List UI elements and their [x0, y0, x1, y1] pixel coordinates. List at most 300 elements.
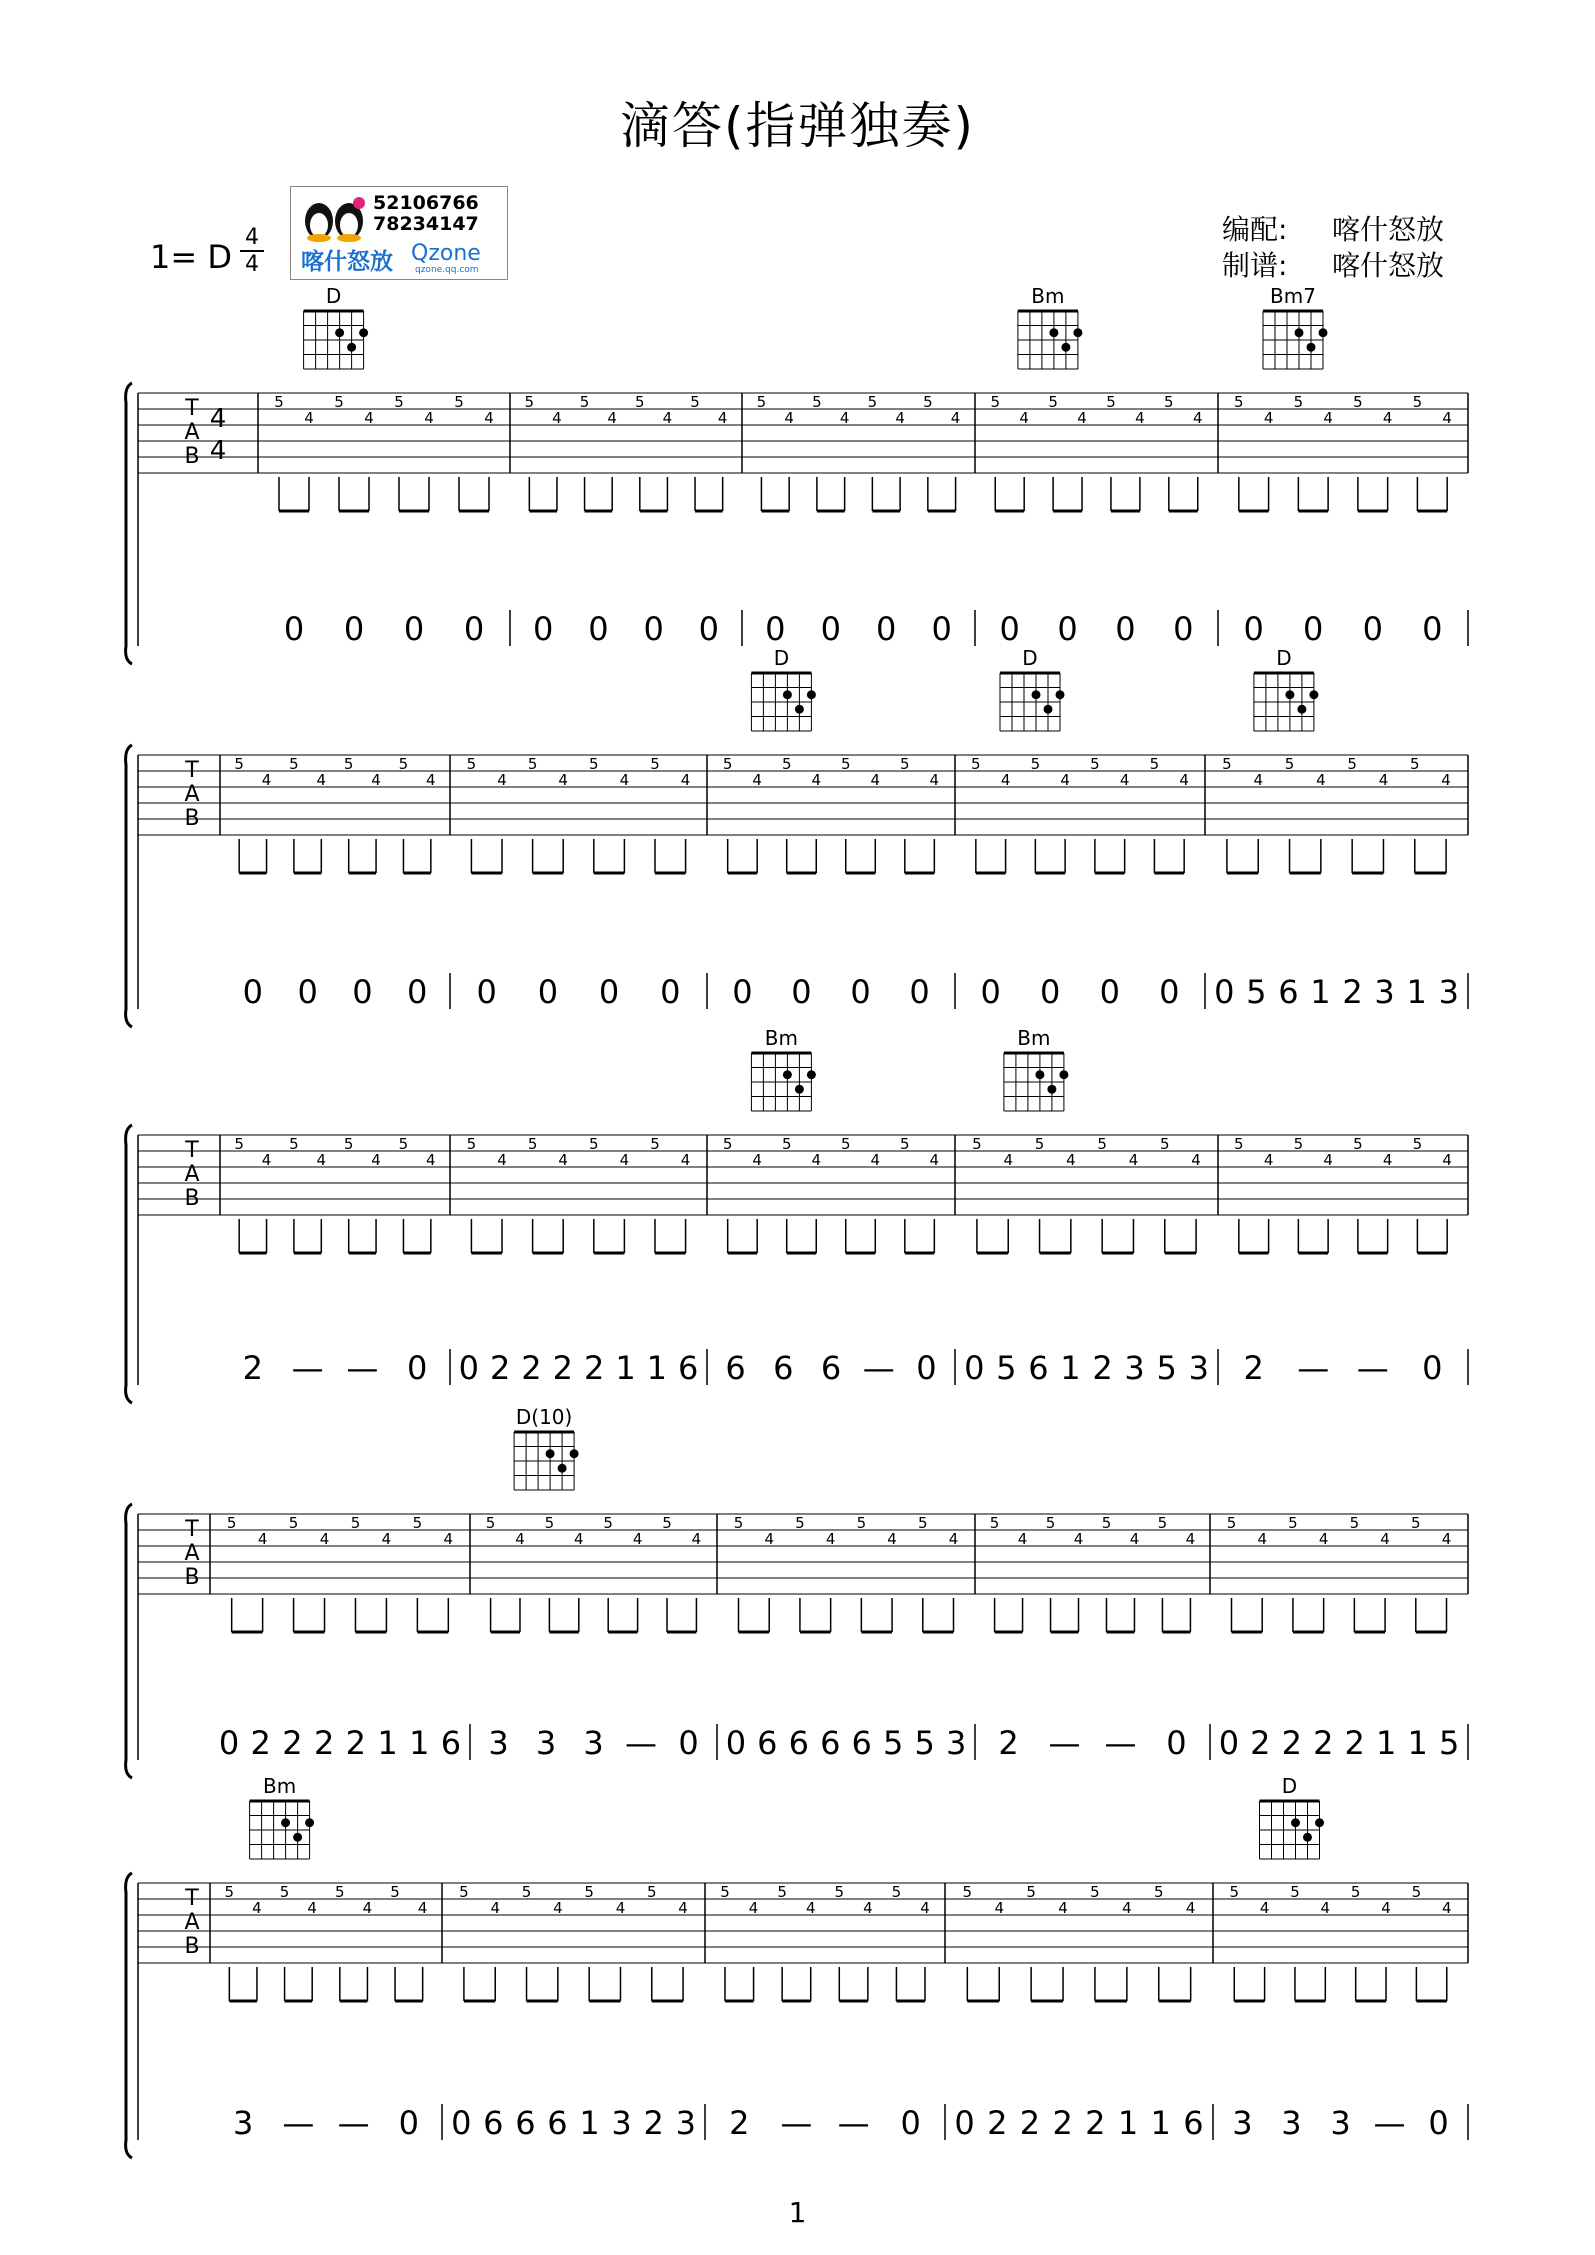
tab-fret-number: 5 [635, 393, 645, 411]
jianpu-note: — [837, 2104, 870, 2142]
tab-fret-number: 5 [856, 1514, 867, 1532]
tab-fret-number: 5 [521, 1883, 532, 1901]
tab-fret-number: 5 [1349, 1514, 1360, 1532]
jianpu-note: 3 [1330, 2104, 1351, 2142]
tab-fret-number: 5 [466, 1135, 477, 1153]
tab-clef-letter: T [185, 1138, 199, 1163]
tab-fret-number: 5 [840, 1135, 851, 1153]
tab-fret-number: 4 [1179, 771, 1189, 789]
tab-fret-number: 4 [1000, 771, 1011, 789]
jianpu-note: 3 [1281, 2104, 1302, 2142]
jianpu-note: 5 [883, 1724, 904, 1762]
tab-fret-number: 4 [362, 1899, 373, 1917]
tab-fret-number: 5 [781, 1135, 792, 1153]
tab-fret-number: 5 [812, 393, 822, 411]
jianpu-note: 0 [1159, 973, 1180, 1011]
jianpu-note: 0 [1362, 610, 1383, 648]
tab-clef-letter: T [185, 396, 199, 421]
tab-fret-number: 5 [647, 1883, 657, 1901]
jianpu-note: 0 [1218, 1724, 1240, 1762]
system-bracket [126, 1504, 132, 1778]
tab-clef-letter: A [184, 1910, 200, 1935]
score-title: 滴答(指弹独奏) [619, 97, 975, 155]
tab-clef-letter: T [185, 1517, 199, 1542]
tab-fret-number: 5 [224, 1883, 235, 1901]
jianpu-note: 0 [218, 1724, 240, 1762]
tab-fret-number: 5 [662, 1514, 672, 1532]
jianpu-note: 1 [615, 1349, 636, 1387]
chord-finger-dot [558, 1464, 567, 1473]
tab-fret-number: 4 [1318, 1530, 1329, 1548]
tab-fret-number: 5 [1149, 755, 1160, 773]
tab-fret-number: 4 [1380, 1530, 1390, 1548]
tab-fret-number: 5 [1026, 1883, 1036, 1901]
jianpu-note: 6 [1028, 1349, 1049, 1387]
tab-fret-number: 5 [1411, 1883, 1422, 1901]
chord-finger-dot [1285, 690, 1294, 699]
tab-fret-number: 4 [1017, 1530, 1028, 1548]
tab-fret-number: 4 [1129, 1530, 1140, 1548]
tab-fret-number: 4 [870, 771, 881, 789]
tab-fret-number: 5 [544, 1514, 555, 1532]
jianpu-note: 3 [1232, 2104, 1253, 2142]
tab-fret-number: 4 [619, 771, 630, 789]
tab-fret-number: 5 [466, 755, 477, 773]
jianpu-note: 0 [283, 610, 305, 648]
tab-fret-number: 4 [497, 1151, 507, 1169]
chord-finger-dot [1319, 328, 1328, 337]
jianpu-note: 6 [678, 1349, 699, 1387]
jianpu-note: 0 [698, 610, 720, 648]
tab-fret-number: 5 [962, 1883, 973, 1901]
tab-fret-number: 5 [1234, 393, 1244, 411]
tab-fret-number: 5 [720, 1883, 730, 1901]
jianpu-note: 0 [1057, 610, 1078, 648]
tab-fret-number: 5 [1106, 393, 1116, 411]
jianpu-note: 2 [250, 1724, 271, 1762]
tab-fret-number: 4 [552, 409, 562, 427]
tab-fret-number: 5 [1350, 1883, 1361, 1901]
tab-fret-number: 4 [316, 771, 327, 789]
jianpu-note: 3 [1438, 973, 1459, 1011]
logo-brand: 喀什怒放 [301, 249, 393, 275]
tab-fret-number: 5 [840, 755, 851, 773]
jianpu-note: 0 [1428, 2104, 1449, 2142]
jianpu-note: 6 [1278, 973, 1299, 1011]
jianpu-note: — [625, 1724, 657, 1762]
tab-fret-number: 4 [784, 409, 794, 427]
tab-fret-number: 4 [1378, 771, 1389, 789]
jianpu-note: — [1297, 1349, 1330, 1387]
tab-fret-number: 4 [1077, 409, 1087, 427]
jianpu-note: 2 [729, 2104, 750, 2142]
jianpu-note: 3 [1124, 1349, 1145, 1387]
jianpu-note: 0 [1214, 973, 1235, 1011]
tab-fret-number: 5 [971, 755, 981, 773]
jianpu-note: 0 [643, 610, 664, 648]
tab-fret-number: 4 [994, 1899, 1005, 1917]
tab-fret-number: 4 [484, 409, 494, 427]
jianpu-note: 5 [1246, 973, 1267, 1011]
jianpu-note: 0 [1040, 973, 1061, 1011]
tab-fret-number: 4 [680, 771, 691, 789]
tab-fret-number: 4 [304, 409, 314, 427]
jianpu-note: 2 [1085, 2104, 1106, 2142]
jianpu-note: 6 [547, 2104, 568, 2142]
tab-fret-number: 5 [756, 393, 767, 411]
system-bracket [126, 383, 132, 664]
chord-name: D [325, 284, 342, 308]
chord-finger-dot [795, 1085, 804, 1094]
logo-number: 52106766 [373, 192, 479, 214]
jianpu-note: 1 [1406, 973, 1427, 1011]
tab-fret-number: 4 [1253, 771, 1263, 789]
chord-finger-dot [1307, 343, 1316, 352]
jianpu-note: — [346, 1349, 379, 1387]
tab-fret-number: 5 [394, 393, 404, 411]
tab-fret-number: 4 [1073, 1530, 1084, 1548]
tab-fret-number: 4 [929, 1151, 940, 1169]
tab-fret-number: 5 [1229, 1883, 1240, 1901]
chord-name: D [1022, 646, 1038, 670]
chord-finger-dot [359, 328, 368, 337]
tab-fret-number: 5 [1410, 755, 1420, 773]
credit-label: 制谱: [1222, 249, 1288, 282]
jianpu-note: 1 [1117, 2104, 1139, 2142]
credit-label: 编配: [1222, 213, 1288, 246]
tab-fret-number: 5 [343, 1135, 354, 1153]
chord-finger-dot [783, 690, 792, 699]
jianpu-note: 0 [820, 610, 841, 648]
tab-fret-number: 4 [1442, 1151, 1452, 1169]
tab-fret-number: 5 [459, 1883, 469, 1901]
tab-fret-number: 5 [390, 1883, 400, 1901]
tab-fret-number: 5 [795, 1514, 805, 1532]
logo-url: qzone.qq.com [415, 265, 479, 275]
tab-fret-number: 5 [350, 1514, 361, 1532]
tab-fret-number: 4 [1381, 1899, 1391, 1917]
tab-fret-number: 4 [748, 1899, 759, 1917]
jianpu-note: 0 [297, 973, 318, 1011]
jianpu-note: 6 [773, 1349, 794, 1387]
jianpu-note: 0 [909, 973, 930, 1011]
tab-fret-number: 4 [426, 771, 436, 789]
jianpu-note: 2 [242, 1349, 264, 1387]
jianpu-note: 0 [458, 1349, 479, 1387]
jianpu-note: 0 [980, 973, 1001, 1011]
tab-fret-number: 4 [1119, 771, 1130, 789]
jianpu-note: 6 [515, 2104, 536, 2142]
system-bracket [126, 745, 132, 1027]
chord-name: D [1276, 646, 1292, 670]
jianpu-note: 0 [725, 1724, 747, 1762]
chord-finger-dot [293, 1833, 302, 1842]
tab-clef-letter: B [184, 1565, 200, 1590]
tab-fret-number: 5 [454, 393, 464, 411]
tab-fret-number: 5 [1157, 1514, 1168, 1532]
chord-name: Bm [1031, 284, 1065, 308]
tab-fret-number: 4 [364, 409, 374, 427]
jianpu-note: 1 [377, 1724, 398, 1762]
tab-fret-number: 4 [839, 409, 850, 427]
tab-fret-number: 5 [972, 1135, 982, 1153]
tab-fret-number: 4 [920, 1899, 930, 1917]
tab-fret-number: 4 [1382, 1151, 1393, 1169]
tab-clef-letter: B [184, 806, 200, 831]
jianpu-note: 2 [1250, 1724, 1271, 1762]
jianpu-note: 2 [489, 1349, 511, 1387]
jianpu-note: 0 [964, 1349, 985, 1387]
jianpu-note: 3 [611, 2104, 632, 2142]
jianpu-note: 6 [820, 1724, 841, 1762]
jianpu-note: 3 [945, 1724, 967, 1762]
tab-fret-number: 5 [1412, 1135, 1423, 1153]
tab-fret-number: 4 [929, 771, 940, 789]
tab-clef-letter: T [185, 758, 199, 783]
tab-fret-number: 4 [678, 1899, 688, 1917]
tab-fret-number: 5 [1226, 1514, 1237, 1532]
jianpu-note: 5 [1438, 1724, 1460, 1762]
chord-name: Bm7 [1270, 284, 1316, 308]
jianpu-note: 6 [725, 1349, 746, 1387]
jianpu-note: 0 [732, 973, 753, 1011]
tab-fret-number: 4 [371, 1151, 381, 1169]
tab-fret-number: 4 [307, 1899, 317, 1917]
tab-fret-number: 4 [662, 409, 673, 427]
tab-clef-letter: T [185, 1886, 199, 1911]
jianpu-note: 0 [1303, 610, 1324, 648]
jianpu-note: 0 [678, 1724, 699, 1762]
tab-fret-number: 4 [717, 409, 728, 427]
jianpu-note: 2 [1019, 2104, 1041, 2142]
jianpu-note: 2 [1344, 1724, 1365, 1762]
tab-fret-number: 5 [1353, 393, 1363, 411]
tab-fret-number: 5 [1288, 1514, 1298, 1532]
jianpu-note: 2 [1243, 1349, 1264, 1387]
jianpu-note: 6 [757, 1724, 778, 1762]
tab-fret-number: 4 [497, 771, 507, 789]
chord-finger-dot [281, 1818, 290, 1827]
jianpu-note: 0 [1099, 973, 1120, 1011]
jianpu-note: 0 [999, 610, 1020, 648]
jianpu-note: 6 [1183, 2104, 1204, 2142]
jianpu-note: 0 [403, 610, 425, 648]
tab-fret-number: 4 [805, 1899, 816, 1917]
tab-fret-number: 4 [632, 1530, 643, 1548]
jianpu-note: 0 [451, 2104, 472, 2142]
tab-fret-number: 5 [1164, 393, 1174, 411]
jianpu-note: 0 [916, 1349, 937, 1387]
tab-fret-number: 4 [424, 409, 434, 427]
tab-fret-number: 5 [989, 1514, 1000, 1532]
tab-fret-number: 5 [589, 1135, 599, 1153]
jianpu-note: 0 [463, 610, 485, 648]
jianpu-note: 2 [1342, 973, 1363, 1011]
jianpu-note: 1 [409, 1724, 430, 1762]
tab-fret-number: 5 [722, 755, 733, 773]
chord-finger-dot [1297, 705, 1306, 714]
jianpu-note: 0 [598, 973, 620, 1011]
jianpu-note: 1 [1060, 1349, 1081, 1387]
jianpu-note: 2 [552, 1349, 574, 1387]
tab-fret-number: 5 [1222, 755, 1232, 773]
jianpu-note: 0 [660, 973, 681, 1011]
jianpu-note: 2 [313, 1724, 335, 1762]
tab-fret-number: 5 [777, 1883, 787, 1901]
chord-finger-dot [1047, 1085, 1056, 1094]
tab-clef-letter: A [184, 1541, 200, 1566]
tab-clef-letter: B [184, 444, 200, 469]
tab-fret-number: 4 [490, 1899, 500, 1917]
chord-finger-dot [1059, 1070, 1068, 1079]
tab-fret-number: 5 [279, 1883, 290, 1901]
chord-finger-dot [807, 690, 816, 699]
tab-clef-letter: B [184, 1934, 200, 1959]
tab-fret-number: 4 [619, 1151, 630, 1169]
chord-finger-dot [1044, 705, 1053, 714]
tab-fret-number: 5 [1353, 1135, 1363, 1153]
jianpu-note: 6 [820, 1349, 842, 1387]
tab-fret-number: 4 [558, 1151, 568, 1169]
jianpu-note: — [1048, 1724, 1081, 1762]
tab-fret-number: 4 [887, 1530, 897, 1548]
chord-name: D(10) [515, 1405, 573, 1429]
chord-finger-dot [1309, 690, 1318, 699]
tab-fret-number: 4 [1316, 771, 1326, 789]
tab-fret-number: 4 [558, 771, 568, 789]
jianpu-note: 0 [537, 973, 559, 1011]
jianpu-note: 2 [282, 1724, 303, 1762]
jianpu-note: 2 [583, 1349, 605, 1387]
tab-fret-number: 5 [584, 1883, 594, 1901]
chord-name: Bm [1017, 1026, 1051, 1050]
tab-fret-number: 4 [1259, 1899, 1270, 1917]
tab-fret-number: 4 [863, 1899, 873, 1917]
chord-finger-dot [1303, 1833, 1312, 1842]
tab-fret-number: 4 [811, 771, 822, 789]
tab-fret-number: 4 [1058, 1899, 1068, 1917]
tab-fret-number: 5 [650, 755, 660, 773]
chord-finger-dot [305, 1818, 314, 1827]
chord-finger-dot [1291, 1818, 1300, 1827]
tab-fret-number: 4 [553, 1899, 563, 1917]
jianpu-note: 2 [1092, 1349, 1113, 1387]
jianpu-note: 0 [1173, 610, 1194, 648]
jianpu-note: — [1356, 1349, 1389, 1387]
tab-fret-number: 5 [1293, 1135, 1304, 1153]
tab-fret-number: 4 [252, 1899, 262, 1917]
chord-finger-dot [570, 1449, 579, 1458]
jianpu-note: 6 [440, 1724, 462, 1762]
jianpu-note: 0 [1243, 610, 1264, 648]
jianpu-note: 2 [521, 1349, 542, 1387]
tab-fret-number: 5 [603, 1514, 613, 1532]
tab-fret-number: 4 [1122, 1899, 1132, 1917]
tab-fret-number: 4 [1185, 1899, 1196, 1917]
tab-fret-number: 5 [1412, 393, 1423, 411]
tab-fret-number: 4 [257, 1530, 268, 1548]
tab-fret-number: 4 [811, 1151, 822, 1169]
tab-fret-number: 5 [1234, 1135, 1244, 1153]
chord-finger-dot [795, 705, 804, 714]
tab-fret-number: 4 [443, 1530, 454, 1548]
time-sig-bottom: 4 [240, 250, 264, 277]
tab-fret-number: 5 [289, 755, 299, 773]
tab-fret-number: 5 [1284, 755, 1295, 773]
tab-fret-number: 4 [1441, 1899, 1452, 1917]
tab-fret-number: 5 [781, 755, 792, 773]
jianpu-note: 0 [343, 610, 365, 648]
jianpu-note: 2 [987, 2104, 1008, 2142]
jianpu-note: 0 [791, 973, 812, 1011]
tab-fret-number: 4 [1060, 771, 1070, 789]
jianpu-note: 5 [914, 1724, 935, 1762]
tab-fret-number: 5 [1045, 1514, 1056, 1532]
tab-fret-number: 5 [690, 393, 700, 411]
jianpu-note: 6 [788, 1724, 809, 1762]
tab-fret-number: 4 [1442, 409, 1452, 427]
jianpu-note: — [1104, 1724, 1137, 1762]
tab-fret-number: 5 [990, 393, 1001, 411]
tab-fret-number: 5 [412, 1514, 423, 1532]
chord-finger-dot [1032, 690, 1041, 699]
jianpu-note: 1 [1376, 1724, 1397, 1762]
chord-finger-dot [1315, 1818, 1324, 1827]
chord-finger-dot [1061, 343, 1070, 352]
jianpu-note: 5 [996, 1349, 1017, 1387]
tab-fret-number: 4 [950, 409, 961, 427]
tab-fret-number: 4 [261, 771, 272, 789]
tab-fret-number: 5 [923, 393, 933, 411]
tab-fret-number: 5 [226, 1514, 237, 1532]
jianpu-note: 2 [998, 1724, 1019, 1762]
tab-fret-number: 5 [1030, 755, 1041, 773]
page-number: 1 [788, 2196, 807, 2229]
chord-finger-dot [1049, 328, 1058, 337]
tab-fret-number: 5 [485, 1514, 496, 1532]
tab-fret-number: 4 [515, 1530, 525, 1548]
chord-finger-dot [546, 1449, 555, 1458]
tab-fret-number: 4 [1323, 409, 1333, 427]
jianpu-note: — [291, 1349, 324, 1387]
jianpu-note: 0 [1422, 610, 1443, 648]
logo-qzone: Qzone [411, 241, 481, 266]
jianpu-note: — [282, 2104, 315, 2142]
tab-fret-number: 5 [288, 1514, 299, 1532]
chord-name: Bm [764, 1026, 799, 1050]
jianpu-note: 2 [345, 1724, 367, 1762]
tab-fret-number: 4 [319, 1530, 330, 1548]
jianpu-note: 1 [1150, 2104, 1171, 2142]
jianpu-note: 0 [850, 973, 871, 1011]
tab-fret-number: 4 [615, 1899, 626, 1917]
tab-fret-number: 4 [1191, 1151, 1201, 1169]
tab-fret-number: 4 [1320, 1899, 1331, 1917]
tab-fret-number: 4 [574, 1530, 584, 1548]
tab-fret-number: 4 [948, 1530, 959, 1548]
chord-finger-dot [1035, 1070, 1044, 1079]
tab-fret-number: 5 [1048, 393, 1058, 411]
tab-fret-number: 5 [1293, 393, 1304, 411]
chord-finger-dot [347, 343, 356, 352]
tab-fret-number: 5 [527, 755, 538, 773]
tab-fret-number: 5 [1090, 1883, 1100, 1901]
jianpu-note: 0 [954, 2104, 975, 2142]
tab-fret-number: 4 [1382, 409, 1393, 427]
jianpu-note: 3 [232, 2104, 254, 2142]
jianpu-note: 3 [675, 2104, 696, 2142]
tab-fret-number: 5 [722, 1135, 733, 1153]
